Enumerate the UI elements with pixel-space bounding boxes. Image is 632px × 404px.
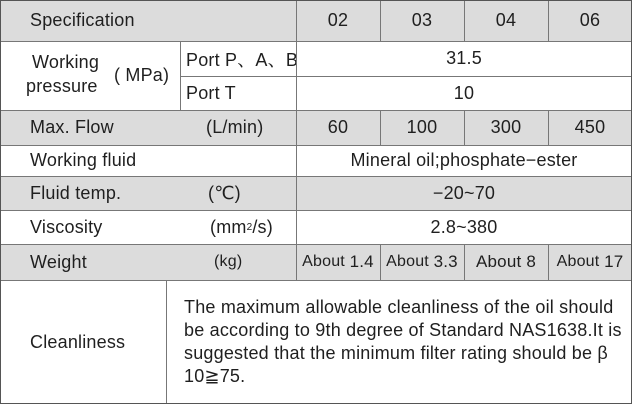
max-flow-label: Max. Flow — [30, 117, 114, 137]
header-size-06: 06 — [579, 10, 601, 30]
fluid-temp-unit: (℃) — [208, 182, 241, 203]
weight-label: Weight — [30, 251, 87, 272]
working-pressure-unit: ( MPa) — [114, 65, 170, 85]
header-size-02: 02 — [327, 10, 349, 30]
viscosity-unit-sup: 2 — [246, 221, 253, 233]
weight-about-label: About — [386, 253, 429, 270]
header-size-03: 03 — [411, 10, 433, 30]
weight-about-label: About — [475, 252, 522, 271]
max-flow-03: 100 — [406, 117, 438, 137]
port-t-label: Port T — [186, 82, 236, 103]
cleanliness-label: Cleanliness — [30, 331, 126, 352]
weight-03-value: 3.3 — [433, 252, 458, 271]
weight-04-value: 8 — [526, 252, 537, 271]
viscosity-unit-prefix: (mm — [210, 216, 247, 237]
weight-about-label: About — [302, 253, 345, 270]
weight-about-label: About — [556, 253, 600, 270]
working-fluid-label: Working fluid — [30, 150, 137, 170]
port-pab-label: Port P、A、B — [186, 49, 299, 70]
max-flow-02: 60 — [327, 117, 349, 137]
max-flow-unit: (L/min) — [206, 117, 264, 137]
fluid-temp-label: Fluid temp. — [30, 182, 122, 203]
viscosity-label: Viscosity — [30, 216, 103, 237]
working-pressure-label-line2: pressure — [26, 76, 98, 96]
port-pab-value: 31.5 — [446, 48, 482, 68]
max-flow-04: 300 — [490, 117, 522, 137]
fluid-temp-value: −20~70 — [432, 182, 496, 203]
weight-06-value: 17 — [604, 252, 624, 271]
working-pressure-label-line1: Working — [32, 52, 100, 72]
header-size-04: 04 — [495, 10, 517, 30]
working-fluid-value: Mineral oil;phosphate−ester — [350, 150, 578, 170]
cleanliness-text: The maximum allowable cleanliness of the oil should be according to 9th degree of Standard NAS1638.It is suggested that the minimum filter rating should be β 10≧75. — [184, 297, 622, 386]
weight-02-value: 1.4 — [349, 252, 374, 271]
max-flow-06: 450 — [574, 117, 606, 137]
weight-unit: (kg) — [214, 253, 243, 270]
viscosity-value: 2.8~380 — [430, 216, 498, 237]
viscosity-unit-suffix: /s) — [252, 216, 273, 237]
port-t-value: 10 — [453, 82, 475, 103]
header-specification-label: Specification — [30, 10, 135, 30]
